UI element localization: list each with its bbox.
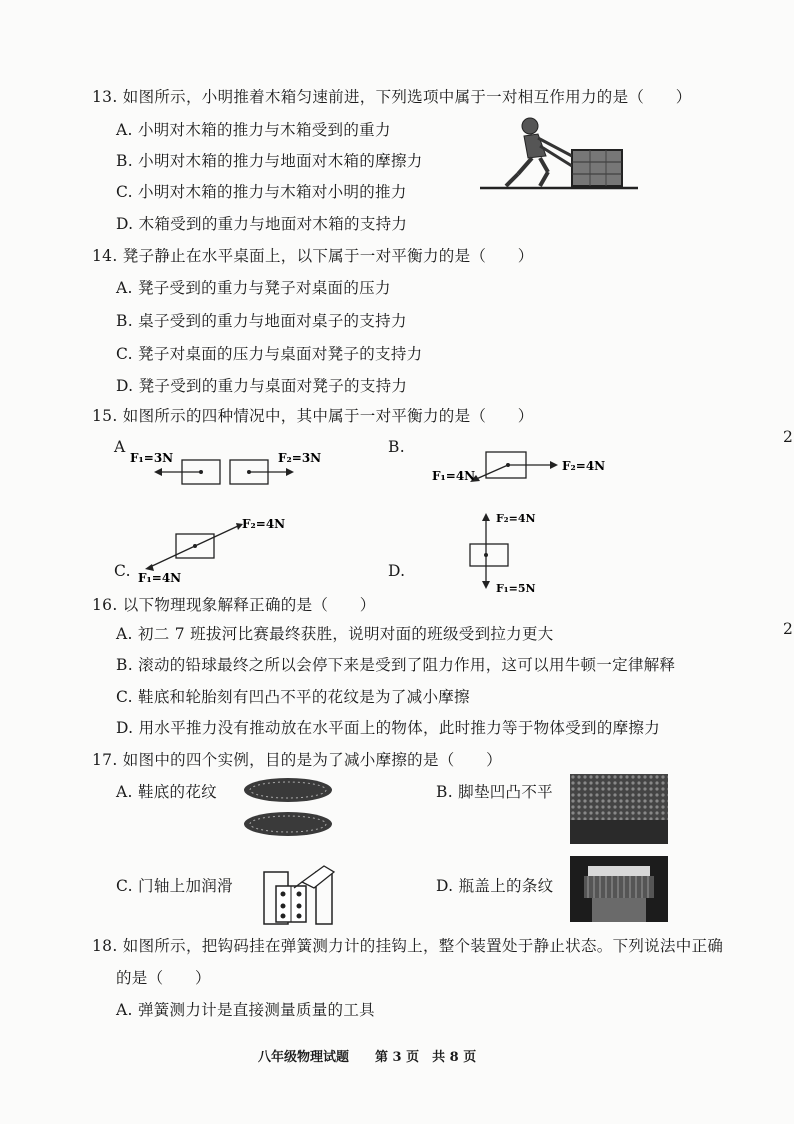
q13-option-a: A. 小明对木箱的推力与木箱受到的重力 [116,121,391,139]
q14-option-d: D. 凳子受到的重力与桌面对凳子的支持力 [116,377,408,395]
q15-label-b: B. [388,438,405,456]
q15-stem: 15. 如图所示的四种情况中，其中属于一对平衡力的是（ ） [92,407,534,425]
q15-label-d: D. [388,562,406,580]
q16-option-a: A. 初二 7 班拔河比赛最终获胜，说明对面的班级受到拉力更大 [116,625,554,643]
q15-b-f2-label: F₂=4N [562,459,606,473]
q15-label-a: A [114,438,126,456]
q16-option-d: D. 用水平推力没有推动放在水平面上的物体，此时推力等于物体受到的摩擦力 [116,719,661,737]
q14-stem: 14. 凳子静止在水平桌面上，以下属于一对平衡力的是（ ） [92,247,534,265]
q15-diagram-a [120,444,350,494]
q13-option-d: D. 木箱受到的重力与地面对木箱的支持力 [116,215,408,233]
q17-option-b: B. 脚垫凹凸不平 [436,783,553,801]
q15-a-f1-label: F₁=3N [130,451,174,465]
floor-mat-image [570,774,668,844]
q13-option-b: B. 小明对木箱的推力与地面对木箱的摩擦力 [116,152,423,170]
bottle-cap-image [570,856,668,922]
q16-option-c: C. 鞋底和轮胎刻有凹凸不平的花纹是为了减小摩擦 [116,688,470,706]
q15-label-c: C. [114,562,131,580]
q16-stem: 16. 以下物理现象解释正确的是（ ） [92,596,376,614]
q18-stem-line1: 18. 如图所示，把钩码挂在弹簧测力计的挂钩上，整个装置处于静止状态。下列说法中正确 [92,937,724,955]
q13-stem: 13. 如图所示，小明推着木箱匀速前进，下列选项中属于一对相互作用力的是（ ） [92,88,692,106]
q15-diagram-c [130,514,310,586]
q13-option-c: C. 小明对木箱的推力与木箱对小明的推力 [116,183,407,201]
q17-option-a: A. 鞋底的花纹 [116,783,217,801]
q15-d-f1-label: F₁=5N [496,582,536,595]
shoe-sole-image [240,774,336,842]
q15-c-f2-label: F₂=4N [242,517,286,531]
q15-diagram-d [462,508,562,598]
q14-option-a: A. 凳子受到的重力与凳子对桌面的压力 [116,279,391,297]
q16-option-b: B. 滚动的铅球最终之所以会停下来是受到了阻力作用，这可以用牛顿一定律解释 [116,656,676,674]
q15-b-f1-label: F₁=4N [432,469,476,483]
edge-mark-top: 2 [783,428,794,446]
q15-d-f2-label: F₂=4N [496,512,536,525]
q15-c-f1-label: F₁=4N [138,571,182,585]
page-footer: 八年级物理试题 第 3 页 共 8 页 [258,1050,477,1065]
q17-option-c: C. 门轴上加润滑 [116,877,233,895]
door-hinge-oil-image [258,862,338,926]
q17-stem: 17. 如图中的四个实例，目的是为了减小摩擦的是（ ） [92,751,502,769]
edge-mark-bottom: 2 [783,620,794,638]
q15-diagram-b [428,444,628,490]
q14-option-b: B. 桌子受到的重力与地面对桌子的支持力 [116,312,407,330]
boy-pushing-box-figure [480,112,640,196]
q15-a-f2-label: F₂=3N [278,451,322,465]
q17-option-d: D. 瓶盖上的条纹 [436,877,554,895]
q18-option-a: A. 弹簧测力计是直接测量质量的工具 [116,1001,375,1019]
q14-option-c: C. 凳子对桌面的压力与桌面对凳子的支持力 [116,345,423,363]
q18-stem-line2: 的是（ ） [116,969,211,987]
